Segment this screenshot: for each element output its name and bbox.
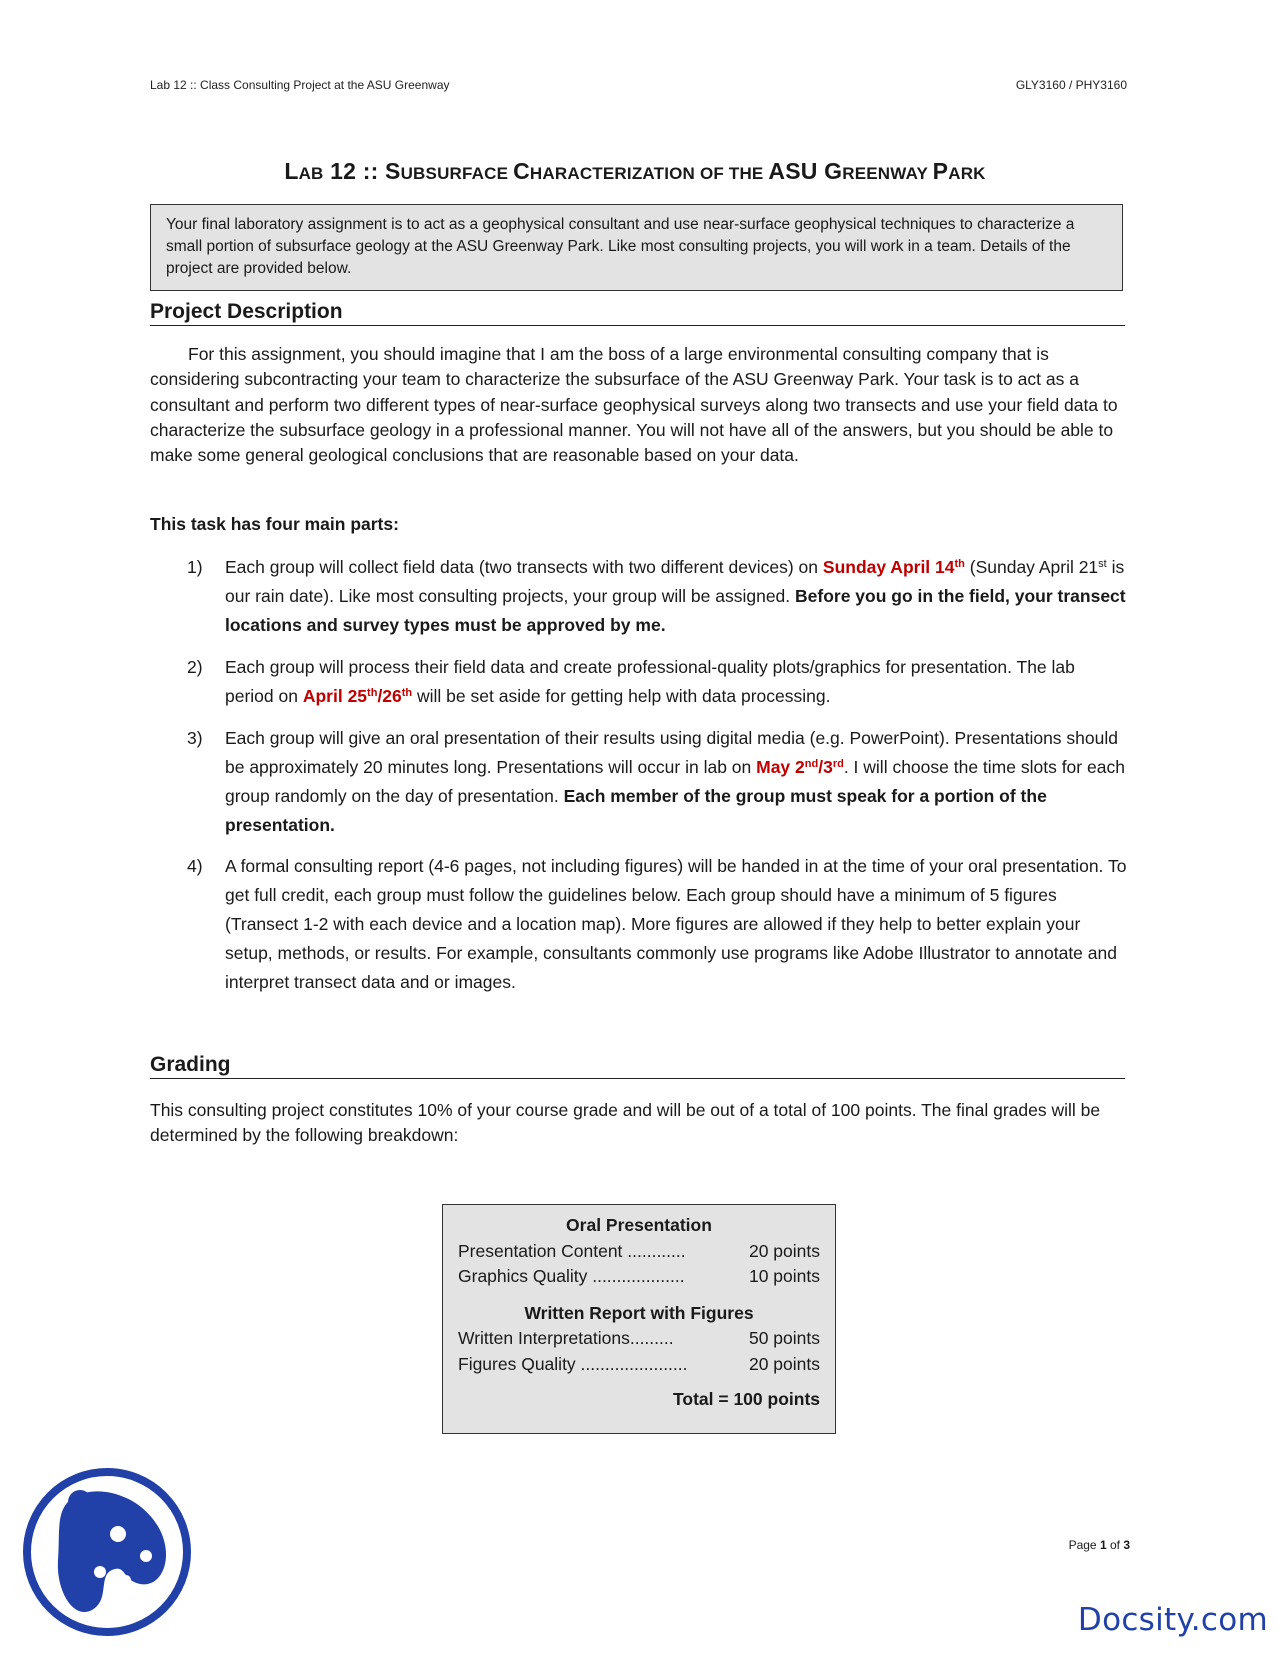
grade-row: Figures Quality ...................... 20 points xyxy=(458,1353,820,1374)
grading-paragraph: This consulting project constitutes 10% of your course grade and will be out of a total of 100 points. The final grades will be determined by the following breakdown: xyxy=(150,1100,1101,1146)
list-item: 3) Each group will give an oral presentation of their results using digital media (e.g. PowerPoint). Presentations should be approximately 20 minutes long. Presentations will occur in lab on May 2nd/3rd. I will choose the time slots for each group randomly on the day of presentation. Each member of the group must speak for a portion of the presentation. xyxy=(187,728,1125,835)
grade-row: Presentation Content ............ 20 points xyxy=(458,1240,820,1261)
grade-row: Written Interpretations......... 50 points xyxy=(458,1328,820,1348)
section-heading-project-description: Project Description xyxy=(150,300,1125,326)
running-header-left: Lab 12 :: Class Consulting Project at the ASU Greenway xyxy=(150,78,450,92)
grading-breakdown-box xyxy=(442,1204,836,1434)
written-report-heading: Written Report with Figures xyxy=(524,1302,754,1323)
list-item: 4) A formal consulting report (4-6 pages, not including figures) will be handed in at the time of your oral presentation. To get full credit, each group must follow the guidelines below. Each group should have a minimum of 5 figures (Transect 1-2 with each device and a location map). More figures are allowed if they help to better explain your setup, methods, or results. For example, consultants commonly use programs like Adobe Illustrator to annotate and interpret transect data and or images. xyxy=(187,856,1127,992)
page-number: Page 1 of 3 xyxy=(1068,1538,1130,1552)
parts-intro: This task has four main parts: xyxy=(150,514,399,534)
docsity-watermark: Docsity.com xyxy=(1077,1602,1268,1638)
list-item: 1) Each group will collect field data (two transects with two different devices) on Sunday April 14th (Sunday April 21st is our rain date). Like most consulting projects, your group will be assigned. Before you go in the field, your transect locations and survey types must be approved by me. xyxy=(187,557,1126,635)
grade-row: Graphics Quality ................... 10 points xyxy=(458,1266,820,1286)
docsity-logo-icon xyxy=(22,1460,192,1640)
section-heading-grading: Grading xyxy=(150,1053,1125,1079)
oral-presentation-heading: Oral Presentation xyxy=(566,1215,712,1235)
project-description-paragraph: For this assignment, you should imagine that I am the boss of a large environmental consulting company that is considering subcontracting your team to characterize the subsurface of the ASU Greenway Park. Your task is to act as a consultant and perform two different types of near-surface geophysical surveys along two transects and use your field data to characterize the subsurface geology in a professional manner. You will not have all of the answers, but you should be able to make some general geological conclusions that are reasonable based on your data. xyxy=(150,344,1118,466)
running-header-right: GLY3160 / PHY3160 xyxy=(1015,78,1127,92)
grade-total: Total = 100 points xyxy=(673,1389,820,1409)
document-title: LAB 12 :: SUBSURFACE CHARACTERIZATION OF THE ASU GREENWAY PARK xyxy=(284,158,986,184)
list-item: 2) Each group will process their field data and create professional-quality plots/graphics for presentation. The lab period on April 25th/26th will be set aside for getting help with data processing. xyxy=(187,657,1075,706)
intro-box: Your final laboratory assignment is to act as a geophysical consultant and use near-surface geophysical techniques to characterize a small portion of subsurface geology at the ASU Greenway Park. Like most consulting projects, you will work in a team. Details of the project are provided below. xyxy=(150,204,1123,291)
